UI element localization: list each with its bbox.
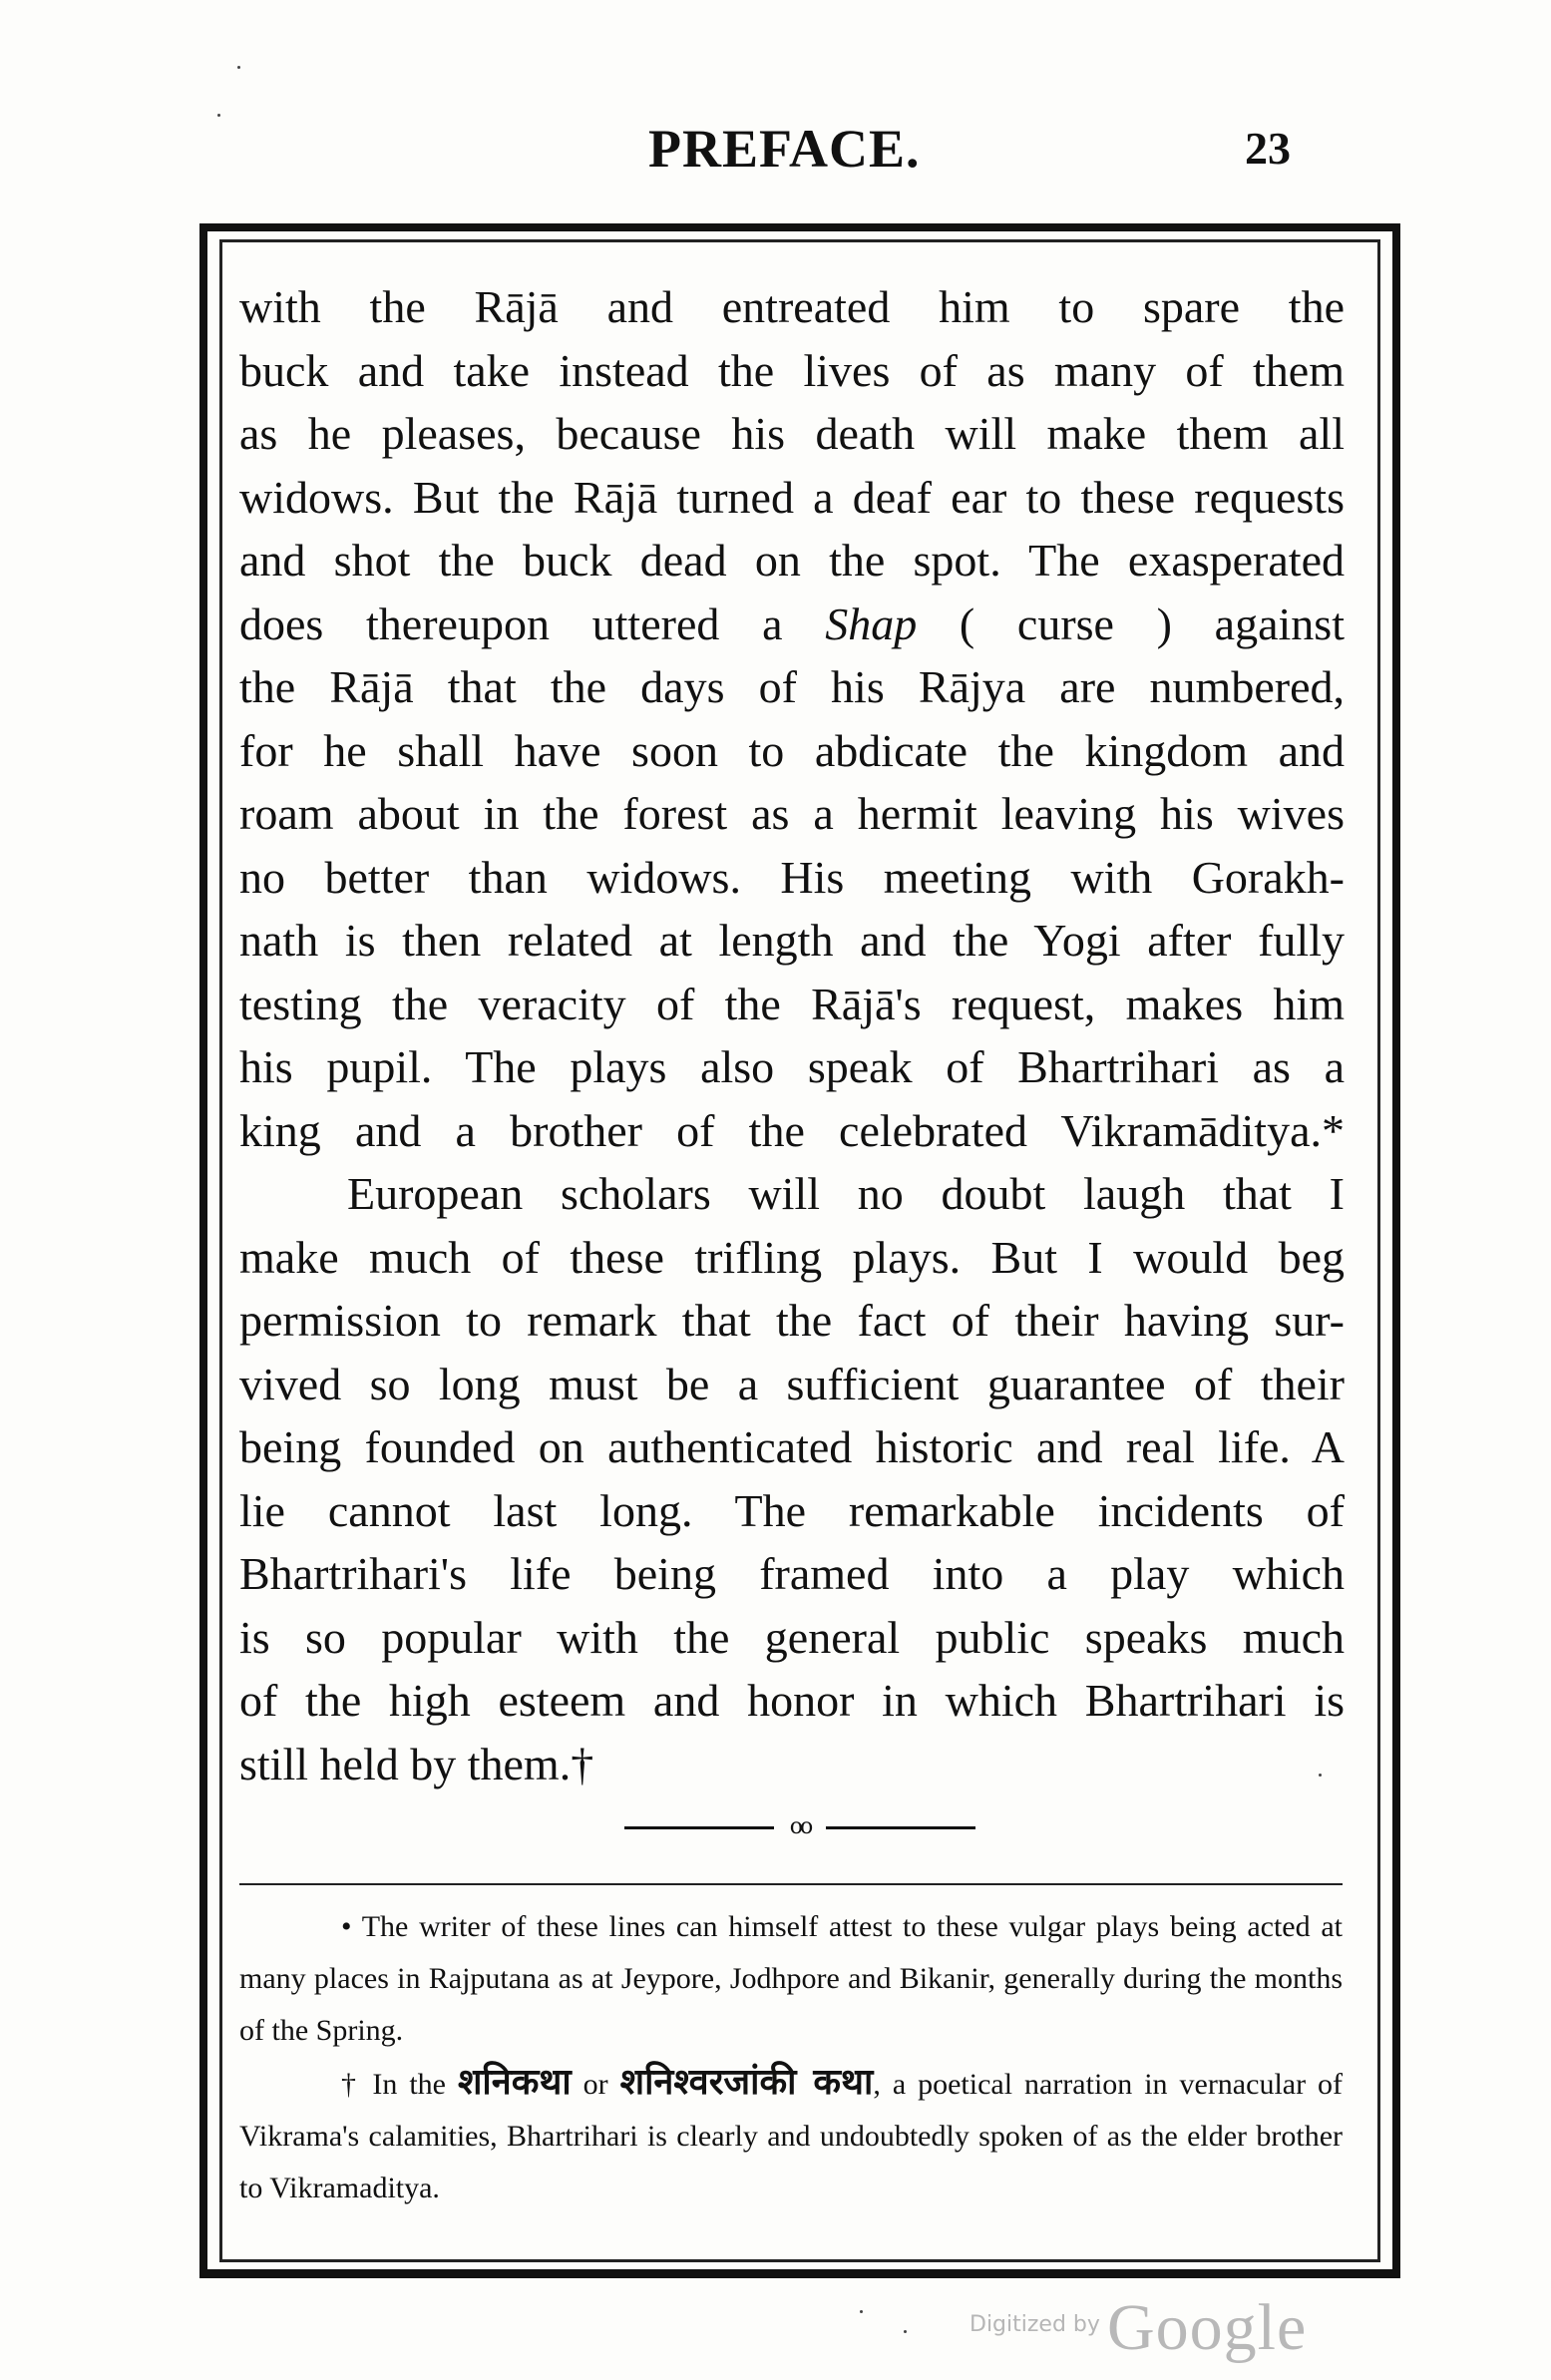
text-line: for he shall have soon to abdicate the kingdom and <box>239 724 1345 776</box>
text-line: no better than widows. His meeting with Gorakh- <box>239 851 1345 903</box>
text-fragment: does thereupon uttered a <box>239 597 826 649</box>
text-line: vived so long must be a sufficient guarantee of their <box>239 1358 1345 1409</box>
footnote-1: • The writer of these lines can himself attest to these vulgar plays being acted at many places in Rajputana as at Jeypore, Jodhpore and Bikanir, generally during the months of the Spring. <box>239 1910 1343 2047</box>
text-line: still held by them.† <box>239 1738 594 1789</box>
print-speck <box>237 66 240 69</box>
running-head <box>0 118 1551 188</box>
page-title: PREFACE. <box>648 119 921 179</box>
print-speck <box>217 114 220 117</box>
footnote-2-text: or <box>571 2068 620 2101</box>
ornament-rule-right <box>826 1826 975 1829</box>
section-ornament <box>624 1815 975 1839</box>
text-line: permission to remark that the fact of their having sur- <box>239 1295 1345 1346</box>
text-fragment: ( curse ) against <box>917 597 1345 649</box>
ornament-rings: oo <box>789 1814 811 1839</box>
text-line: make much of these trifling plays. But I would beg <box>239 1231 1345 1283</box>
text-line-shap <box>239 593 1345 656</box>
devanagari-title-2: शनिश्वरजांकी कथा <box>619 2062 874 2103</box>
text-line: the Rājā that the days of his Rājya are numbered, <box>239 661 1345 712</box>
print-speck <box>860 2310 863 2313</box>
google-watermark: Google <box>1107 2291 1308 2364</box>
text-line: of the high esteem and honor in which Bhartrihari is <box>239 1675 1345 1726</box>
footnote-2 <box>239 2057 1343 2214</box>
text-line: nath is then related at length and the Yogi after fully <box>239 915 1345 966</box>
text-line: widows. But the Rājā turned a deaf ear to these requests <box>239 471 1345 523</box>
text-line: buck and take instead the lives of as many of them <box>239 344 1345 396</box>
shap-word: Shap <box>825 597 918 649</box>
text-line: and shot the buck dead on the spot. The exasperated <box>239 535 1345 586</box>
footnote-divider <box>239 1883 1343 1885</box>
text-line: his pupil. The plays also speak of Bhartrihari as a <box>239 1041 1345 1092</box>
text-line: Bhartrihari's life being framed into a play which <box>239 1548 1345 1599</box>
text-line: king and a brother of the celebrated Vikramāditya.* <box>239 1104 1345 1156</box>
footnote-2-text: , a poetical narration in vernacular of Vikrama's calamities, Bhartrihari is clearly and undoubtedly spoken of as the elder brother to Vikramaditya. <box>239 2068 1344 2204</box>
text-line: roam about in the forest as a hermit leaving his wives <box>239 788 1345 839</box>
text-line: being founded on authenticated historic and real life. A <box>239 1421 1345 1472</box>
text-line: testing the veracity of the Rājā's request, makes him <box>239 978 1345 1029</box>
print-speck <box>904 2330 907 2333</box>
devanagari-title-1: शनिकथा <box>457 2062 572 2103</box>
text-line: lie cannot last long. The remarkable incidents of <box>239 1484 1345 1536</box>
page-number: 23 <box>1245 123 1291 174</box>
text-line: European scholars will no doubt laugh that I <box>347 1168 1345 1219</box>
body-text <box>239 275 1345 1795</box>
print-speck <box>1319 1774 1322 1777</box>
text-line: is so popular with the general public speaks much <box>239 1611 1345 1663</box>
footnote-2-text: † In the <box>341 2068 458 2101</box>
digitized-by-label: Digitized by <box>969 2312 1100 2337</box>
ornament-rule-left <box>624 1826 774 1829</box>
text-line: with the Rājā and entreated him to spare the <box>239 281 1345 332</box>
text-line: as he pleases, because his death will make them all <box>239 408 1345 459</box>
footnotes <box>239 1901 1343 2214</box>
